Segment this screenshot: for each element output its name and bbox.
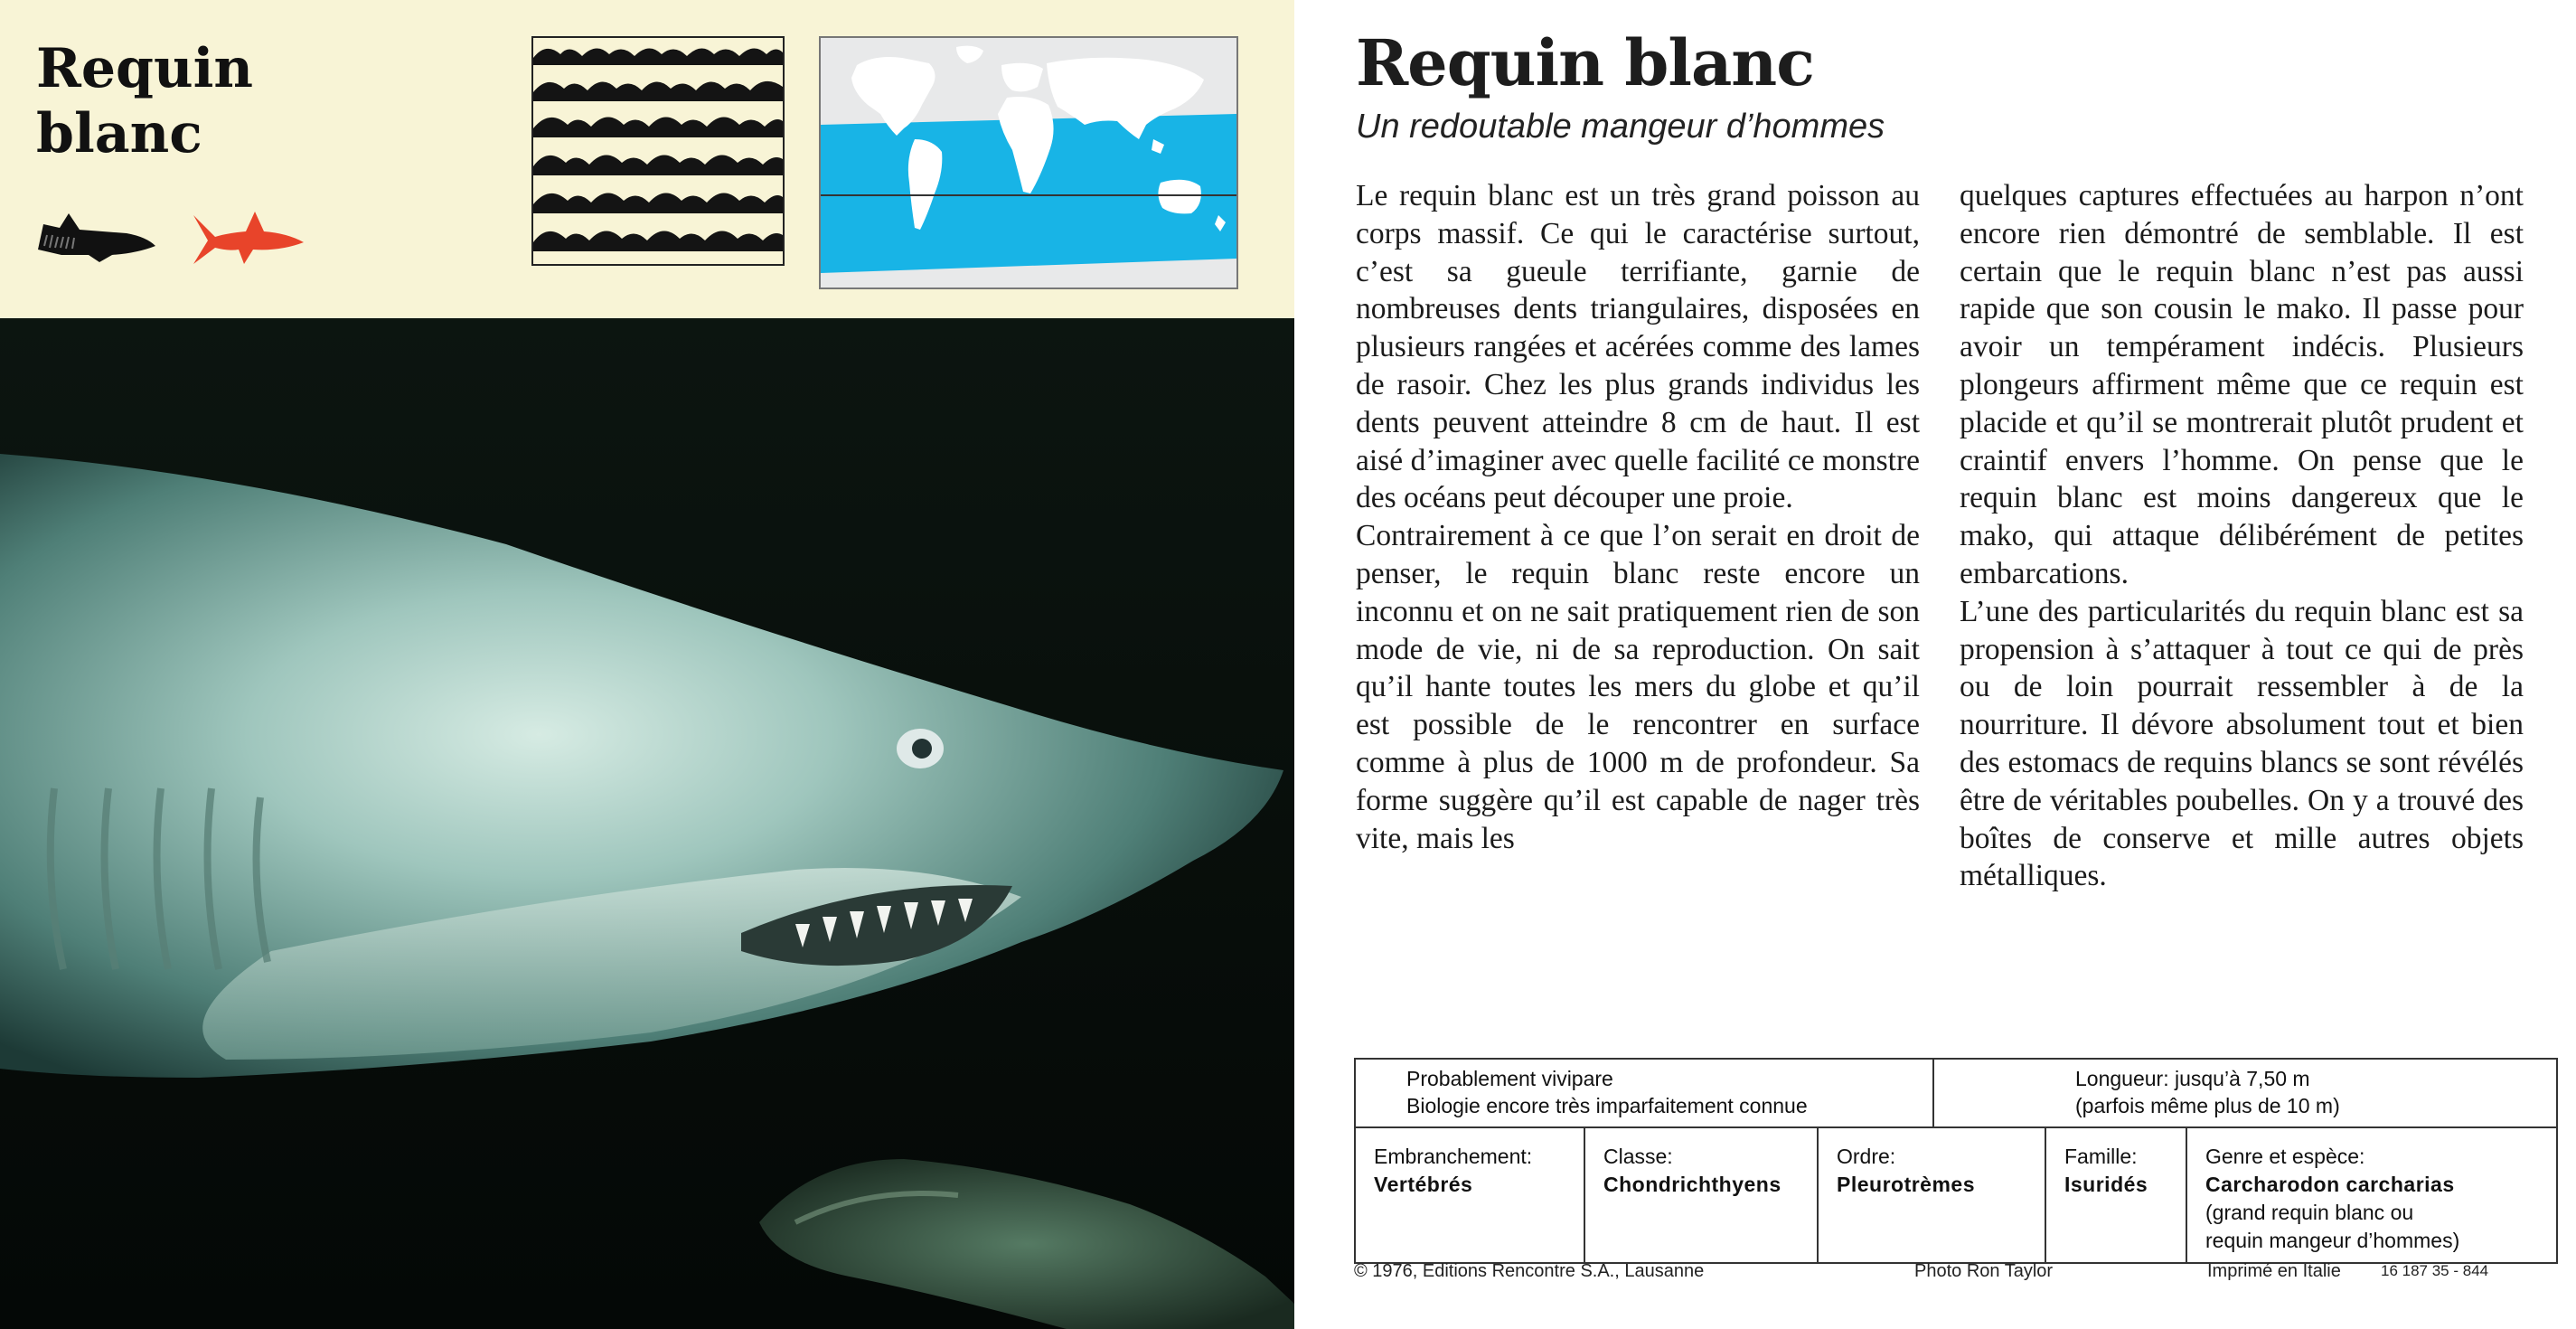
right-card	[1294, 0, 2576, 1329]
tax-value: Isuridés	[2064, 1173, 2148, 1196]
tax-label: Classe:	[1603, 1145, 1673, 1168]
length-info	[2075, 1060, 2527, 1126]
tax-note: requin mangeur d’hommes)	[2205, 1229, 2460, 1252]
tax-label: Ordre:	[1837, 1145, 1896, 1168]
distribution-map	[819, 36, 1238, 289]
taxonomy-embranchement	[1356, 1128, 1584, 1264]
info-table	[1354, 1058, 2558, 1264]
black-shark-silhouette-icon	[36, 210, 157, 266]
body-paragraph: quelques captures effectuées au harpon n’ont encore rien démontré de semblable. Il est certain que le requin blanc n’est pas aussi rapide que son cousin le mako. Il passe pour avoir un tempérament indécis. Plusieurs plongeurs affirment même que ce requin est placide et qu’il se montrerait plutôt prudent et craintif envers l’homme. On pense que le requin blanc est moins dangereux que le mako, qui attaque délibérément de petites embarcations.	[1960, 179, 2524, 590]
card-title-left: Requin blanc	[36, 37, 254, 165]
tax-value: Chondrichthyens	[1603, 1173, 1782, 1196]
tax-label: Famille:	[2064, 1145, 2138, 1168]
biology-line: Biologie encore très imparfaitement connue	[1406, 1094, 1808, 1117]
reproduction-info	[1406, 1060, 1913, 1126]
card-title: Requin blanc	[1356, 25, 1814, 100]
photo-credit: Photo Ron Taylor	[1914, 1261, 2054, 1281]
tax-label: Genre et espèce:	[2205, 1145, 2365, 1168]
printed-text: Imprimé en Italie	[2207, 1261, 2341, 1281]
card-code: 16 187 35 - 844	[2381, 1262, 2489, 1279]
card-subtitle: Un redoutable mangeur d’hommes	[1356, 108, 1885, 146]
body-column-2	[1960, 177, 2524, 895]
body-column-1	[1356, 177, 1920, 857]
cell-divider	[1932, 1060, 1934, 1126]
shark-photo	[0, 318, 1294, 1329]
taxonomy-classe	[1584, 1128, 1817, 1264]
body-paragraph: L’une des particularités du requin blanc est sa propension à s’attaquer à tout ce qui de près ou de loin pourrait ressembler à de la nourriture. Il dévore absolument tout et bien des estomacs de requins blancs se sont révélés être de véritables poubelles. On y a trouvé des boîtes de conserve et mille autres objets métalliques.	[1960, 594, 2524, 893]
tax-value: Vertébrés	[1374, 1173, 1473, 1196]
taxonomy-famille	[2045, 1128, 2186, 1264]
length-note: (parfois même plus de 10 m)	[2075, 1094, 2340, 1117]
body-paragraph: Le requin blanc est un très grand poisson au corps massif. Ce qui le caractérise surtout, c’est sa gueule terrifiante, garnie de nombreuses dents triangulaires, disposées en plusieurs rangées et acérées comme des lames de rasoir. Chez les plus grands individus les dents peuvent atteindre 8 cm de haut. Il est aisé d’imaginer avec quelle facilité ce monstre des océans peut découper une proie.	[1356, 179, 1920, 515]
tax-label: Embranchement:	[1374, 1145, 1533, 1168]
copyright-text: © 1976, Editions Rencontre S.A., Lausanne	[1354, 1261, 1705, 1281]
taxonomy-ordre	[1817, 1128, 2045, 1264]
reproduction-line: Probablement vivipare	[1406, 1067, 1613, 1090]
body-paragraph: Contrairement à ce que l’on serait en droit de penser, le requin blanc reste encore un inconnu et on ne sait pratiquement rien de son mode de vie, ni de sa reproduction. On sait qu’il hante toutes les mers du globe et qu’il est possible de le rencontrer en surface comme à plus de 1000 m de profondeur. Sa forme suggère qu’il est capable de nager très vite, mais les	[1356, 519, 1920, 855]
length-line: Longueur: jusqu’à 7,50 m	[2075, 1067, 2310, 1090]
info-top-row	[1356, 1060, 2556, 1128]
red-shark-icon	[190, 206, 306, 275]
tax-value: Pleurotrèmes	[1837, 1173, 1976, 1196]
taxonomy-genre-espece	[2186, 1128, 2558, 1264]
taxonomy-row	[1356, 1128, 2556, 1264]
habitat-waves-icon	[531, 36, 785, 266]
tax-value: Carcharodon carcharias	[2205, 1173, 2455, 1196]
tax-note: (grand requin blanc ou	[2205, 1201, 2414, 1224]
